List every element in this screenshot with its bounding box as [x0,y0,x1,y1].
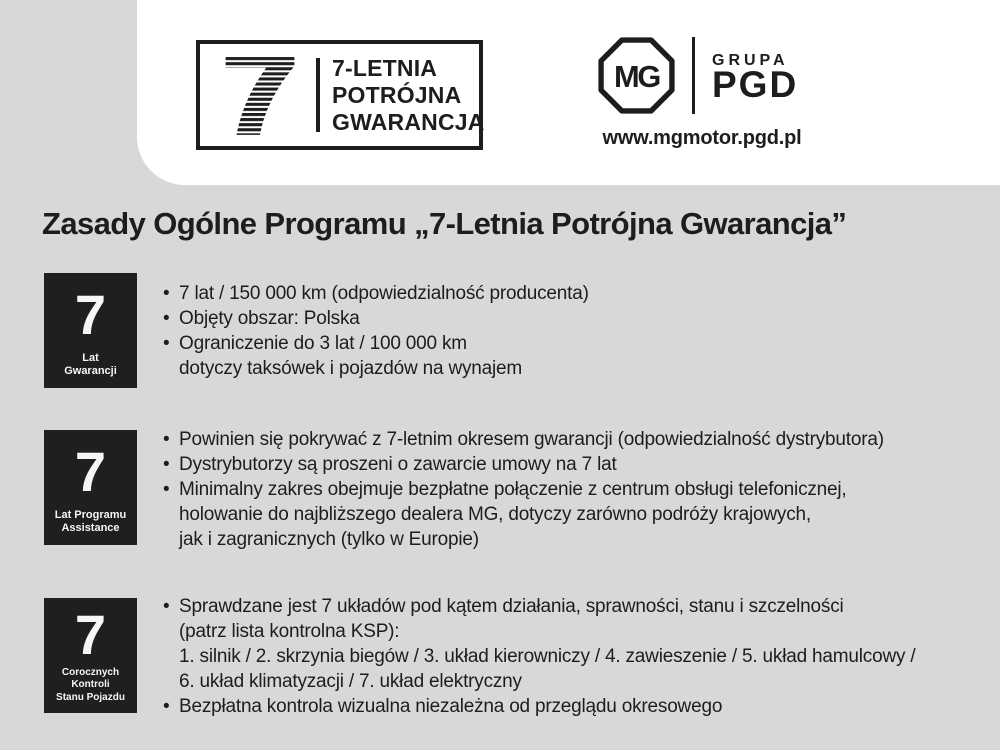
warranty-logo-line: GWARANCJA [332,108,485,135]
pgd-text: PGD [712,64,799,105]
bullet-line: • Bezpłatna kontrola wizualna niezależna od przeglądu okresowego [163,694,915,719]
section-badge [44,273,137,388]
grupa-text: GRUPA [712,52,789,69]
section-bullet-list [163,427,884,552]
bullet-line: • Minimalny zakres obejmuje bezpłatne połączenie z centrum obsługi telefonicznej, [163,477,884,502]
badge-label [46,352,135,380]
website-url: www.mgmotor.pgd.pl [602,127,802,149]
badge-label-line: Lat Programu [54,508,127,521]
continuation-line: 1. silnik / 2. skrzynia biegów / 3. układ kierowniczy / 4. zawieszenie / 5. układ hamulcowy / [179,646,916,667]
page-title: Zasady Ogólne Programu „7-Letnia Potrójna Gwarancja” [42,206,847,241]
bullet-line: • Dystrybutorzy są proszeni o zawarcie umowy na 7 lat [163,452,884,477]
logo-divider [316,58,320,132]
mg-monogram-text: MG [614,59,659,95]
badge-label [46,667,135,705]
badge-label-line: Corocznych Kontroli [61,666,120,690]
continuation-line: (patrz lista kontrolna KSP): [179,621,400,642]
warranty-logo-line: POTRÓJNA [332,81,462,108]
grupa-pgd-logo [712,52,799,105]
warranty-logo-text [332,55,485,136]
bullet-line: • 7 lat / 150 000 km (odpowiedzialność producenta) [163,281,589,306]
bullet-line: • Sprawdzane jest 7 układów pod kątem działania, sprawności, stanu i szczelności [163,594,915,619]
section-bullet-list [163,281,589,381]
seven-year-warranty-logo [196,40,483,150]
badge-label [46,509,135,537]
badge-label-line: Lat [82,351,99,364]
section-bullet-list [163,594,915,719]
continuation-line: jak i zagranicznych (tylko w Europie) [179,529,479,550]
bullet-line: • Ograniczenie do 3 lat / 100 000 km [163,331,589,356]
badge-label-line: Assistance [61,522,120,535]
continuation-line: dotyczy taksówek i pojazdów na wynajem [179,358,523,379]
continuation-line: 6. układ klimatyzacji / 7. układ elektryczny [179,671,522,692]
striped-seven-icon [212,52,308,138]
header-card [137,0,1000,185]
header-divider [692,37,695,114]
badge-digit-7: 7 [74,283,107,347]
badge-label-line: Stanu Pojazdu [56,691,125,703]
section-badge [44,430,137,545]
badge-digit-7: 7 [74,440,107,504]
bullet-line: • Powinien się pokrywać z 7-letnim okresem gwarancji (odpowiedzialność dystrybutora) [163,427,884,452]
badge-digit-7: 7 [74,603,107,667]
badge-label-line: Gwarancji [64,365,117,378]
warranty-logo-line: 7-LETNIA [332,54,438,81]
bullet-line: • Objęty obszar: Polska [163,306,589,331]
mg-logo-icon [598,36,675,115]
continuation-line: holowanie do najbliższego dealera MG, dotyczy zarówno podróży krajowych, [179,504,811,525]
section-badge [44,598,137,713]
